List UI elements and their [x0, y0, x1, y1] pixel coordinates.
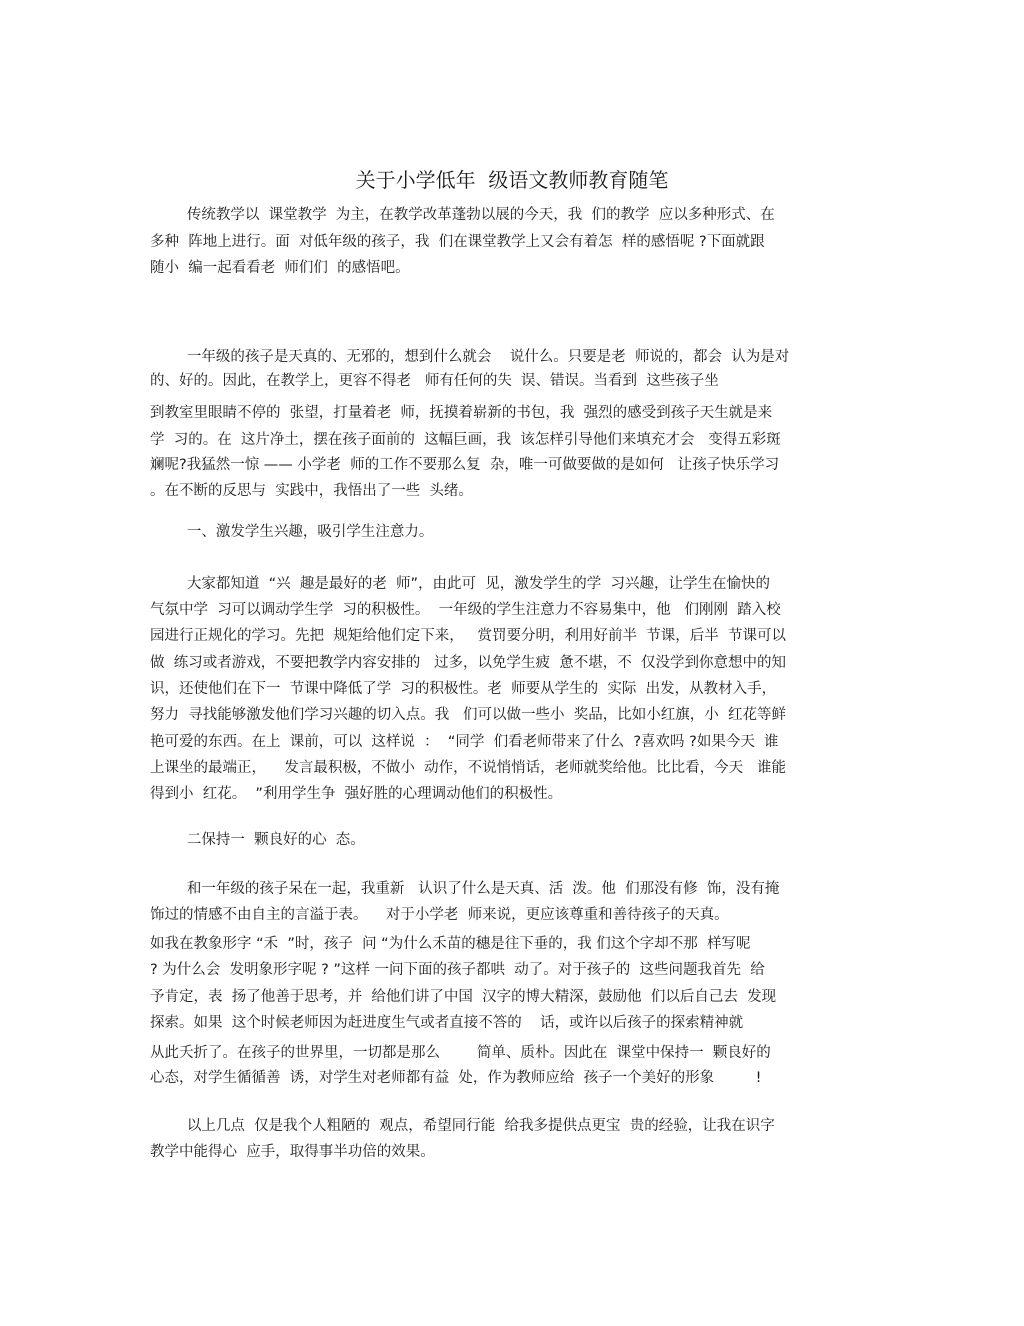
section-heading: 二保持一 颗良好的心 态。: [150, 832, 365, 848]
text-line: 的、好的。因此，在教学上，更容不得老 师有任何的失 误、错误。当看到 这些孩子坐: [150, 373, 719, 389]
text-line: 一年级的孩子是天真的、无邪的，想到什么就会 说什么。只要是老 师说的，都会 认为是对: [150, 349, 790, 365]
text-line: ? 为什么会 发明象形字呢 ? ”这样 一问下面的孩子都哄 动了。对于孩子的 这些问题我首先 给: [150, 962, 765, 978]
text-line: 。在不断的反思与 实践中，我悟出了一些 头绪。: [150, 483, 473, 499]
text-line: 多种 阵地上进行。面 对低年级的孩子，我 们在课堂教学上又会有着怎 样的感悟呢 ?下面就跟: [150, 234, 765, 250]
text-line: 上课坐的最端正， 发言最积极，不做小 动作，不说悄悄话，老师就奖给他。比比看，今天 谁能: [150, 760, 786, 776]
text-line: 探索。如果 这个时候老师因为赶进度生气或者直接不答的 话，或许以后孩子的探索精神就: [150, 1015, 744, 1031]
text-line: 艳可爱的东西。在上 课前，可以 这样说 ： “同学 们看老师带来了什么 ?喜欢吗 ?如果今天 谁: [150, 734, 779, 750]
text-line: 气氛中学 习可以调动学生学 习的积极性。 一年级的学生注意力不容易集中，他 们刚刚 踏入校: [150, 602, 781, 618]
text-line: 随小 编一起看看老 师们们 的感悟吧。: [150, 260, 410, 276]
section-heading: 一、激发学生兴趣，吸引学生注意力。: [150, 524, 434, 540]
text-line: 到教室里眼睛不停的 张望，打量着老 师，抚摸着崭新的书包，我 强烈的感受到孩子天生就是来: [150, 405, 773, 421]
text-line: 从此夭折了。在孩子的世界里，一切都是那么 简单、质朴。因此在 课堂中保持一 颗良好的: [150, 1045, 771, 1061]
text-line: 如我在教象形字 “禾 ”时，孩子 问 “为什么禾苗的穗是往下垂的，我 们这个字却不那 样写呢: [150, 936, 751, 952]
text-line: 教学中能得心 应手，取得事半功倍的效果。: [150, 1144, 435, 1160]
text-line: 斓呢?我猛然一惊 —— 小学老 师的工作不要那么复 杂，唯一可做要做的是如何 让孩子快乐学习: [150, 457, 780, 473]
text-line: 和一年级的孩子呆在一起，我重新 认识了什么是天真、活 泼。他 们那没有修 饰，没有掩: [150, 881, 780, 897]
document-title: 关于小学低年 级语文教师教育随笔: [355, 168, 669, 192]
text-line: 大家都知道 “兴 趣是最好的老 师”，由此可 见，激发学生的学 习兴趣，让学生在愉快的: [150, 576, 770, 592]
text-line: 学 习的。在 这片净土，摆在孩子面前的 这幅巨画，我 该怎样引导他们来填充才会 变得五彩斑: [150, 432, 781, 448]
text-line: 园进行正规化的学习。先把 规矩给他们定下来， 赏罚要分明，利用好前半 节课，后半 节课可以: [150, 628, 786, 644]
text-line: 以上几点 仅是我个人粗陋的 观点，希望同行能 给我多提供点更宝 贵的经验，让我在识字: [150, 1118, 775, 1134]
text-line: 心态，对学生循循善 诱，对学生对老师都有益 处，作为教师应给 孩子一个美好的形象 !: [150, 1070, 762, 1086]
text-line: 予肯定，表 扬了他善于思考，并 给他们讲了中国 汉字的博大精深，鼓励他 们以后自己去 发现: [150, 989, 777, 1005]
text-line: 传统教学以 课堂教学 为主，在教学改革蓬勃以展的今天，我 们的教学 应以多种形式、在: [150, 207, 775, 223]
text-line: 饰过的情感不由自主的言溢于表。 对于小学老 师来说，更应该尊重和善待孩子的天真。: [150, 907, 729, 923]
text-line: 识，还使他们在下一 节课中降低了学 习的积极性。老 师要从学生的 实际 出发，从教材入手，: [150, 681, 777, 697]
text-line: 做 练习或者游戏，不要把教学内容安排的 过多，以免学生疲 惫不堪，不 仅没学到你意想中的知: [150, 655, 786, 671]
text-line: 得到小 红花。 ”利用学生争 强好胜的心理调动他们的积极性。: [150, 786, 563, 802]
text-line: 努力 寻找能够激发他们学习兴趣的切入点。我 们可以做一些小 奖品，比如小红旗，小 红花等鲜: [150, 707, 786, 723]
